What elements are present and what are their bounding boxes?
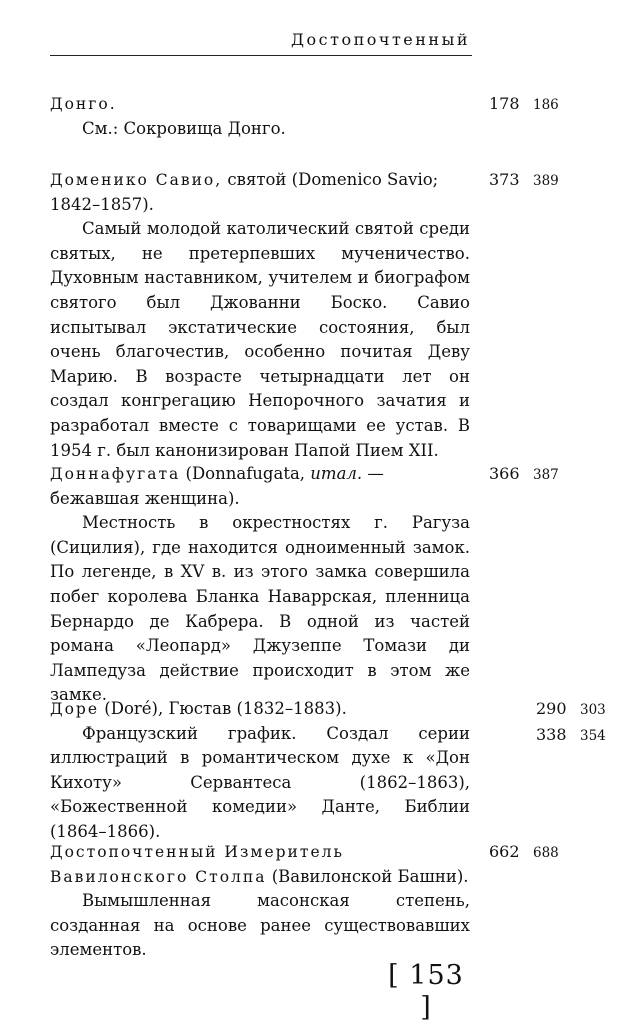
see-also: См.: Сокровища Донго. bbox=[82, 118, 286, 138]
page-ref-alt: 688 bbox=[533, 845, 559, 861]
entry-heading bbox=[50, 92, 470, 117]
entry-domenico-savio bbox=[50, 168, 585, 463]
entry-body: Французский график. Создал серии иллюстраций в романтическом духе к «Дон Кихоту» Сервантеса (1862–1863), «Божественной комедии» Данте, Библии (1864–1866). bbox=[50, 723, 470, 841]
entry-head-italic: итал. bbox=[310, 464, 363, 483]
page-refs bbox=[489, 94, 585, 113]
page-refs bbox=[489, 842, 585, 861]
page-ref-main: 366 bbox=[489, 464, 520, 483]
page-refs bbox=[489, 170, 585, 189]
entry-body: Местность в окрестностях г. Рагуза (Сицилия), где находится одноименный замок. По легенде, в XV в. из этого замка совершила побег королева Бланка Наваррская, пленница Бернардо де Кабрера. В одной из частей романа «Леопард» Джузеппе Томази ди Лампедуза действие происходит в этом же замке. bbox=[50, 513, 470, 705]
entry-term: Доменико Савио, bbox=[50, 171, 223, 189]
entry-heading bbox=[50, 462, 470, 511]
running-header: Достопочтенный bbox=[290, 30, 470, 49]
entry-dongo bbox=[50, 92, 585, 141]
entry-heading bbox=[50, 168, 470, 217]
entry-term: Донго. bbox=[50, 95, 117, 113]
entry-venerable-measurer bbox=[50, 840, 585, 963]
entry-heading bbox=[50, 697, 470, 722]
page-ref-alt: 389 bbox=[533, 173, 559, 189]
entry-head-rest: (Doré), Гюстав (1832–1883). bbox=[99, 699, 347, 718]
entry-head-rest: святой (Domenico Savio; 1842–1857). bbox=[50, 170, 439, 214]
page-ref-main: 290 bbox=[536, 699, 567, 718]
header-rule bbox=[50, 55, 472, 56]
entry-body: Самый молодой католический святой среди святых, не претерпевших мученичество. Духовным наставником, учителем и биографом святого был Джованни Боско. Савио испытывал экстатические состояния, был очень благочестив, особенно почитая Деву Марию. В возрасте четырнадцати лет он создал конгрегацию Непорочного зачатия и разработал вместе с товарищами ее устав. В 1954 г. был канонизирован Папой Пием XII. bbox=[50, 219, 470, 460]
entry-term: Достопочтенный Измеритель Вавилонского Столпа bbox=[50, 843, 344, 886]
entry-term: Доннафугата bbox=[50, 465, 181, 483]
page-refs bbox=[536, 697, 636, 748]
page-ref-alt: 387 bbox=[533, 467, 559, 483]
entry-term: Доре bbox=[50, 700, 100, 718]
page-ref-main: 373 bbox=[489, 170, 520, 189]
page-refs bbox=[489, 464, 585, 483]
page-number: [ 153 ] bbox=[388, 960, 464, 1023]
entry-head-rest-2: — бежавшая женщина). bbox=[50, 464, 384, 508]
page-ref-main: 178 bbox=[489, 94, 520, 113]
entry-head-rest: (Donnafugata, bbox=[180, 464, 311, 483]
page-ref-alt: 303 bbox=[580, 702, 606, 718]
entry-head-rest: (Вавилонской Башни). bbox=[266, 866, 469, 886]
page-ref-main: 662 bbox=[489, 842, 520, 861]
entry-donnafugata bbox=[50, 462, 585, 708]
page-ref-alt: 186 bbox=[533, 97, 559, 113]
entry-body: Вымышленная масонская степень, созданная на основе ранее существовавших элементов. bbox=[50, 891, 470, 960]
page-ref-alt: 354 bbox=[580, 727, 606, 744]
page-ref-main: 338 bbox=[536, 724, 567, 744]
entry-heading bbox=[50, 840, 470, 889]
entry-dore bbox=[50, 697, 606, 845]
